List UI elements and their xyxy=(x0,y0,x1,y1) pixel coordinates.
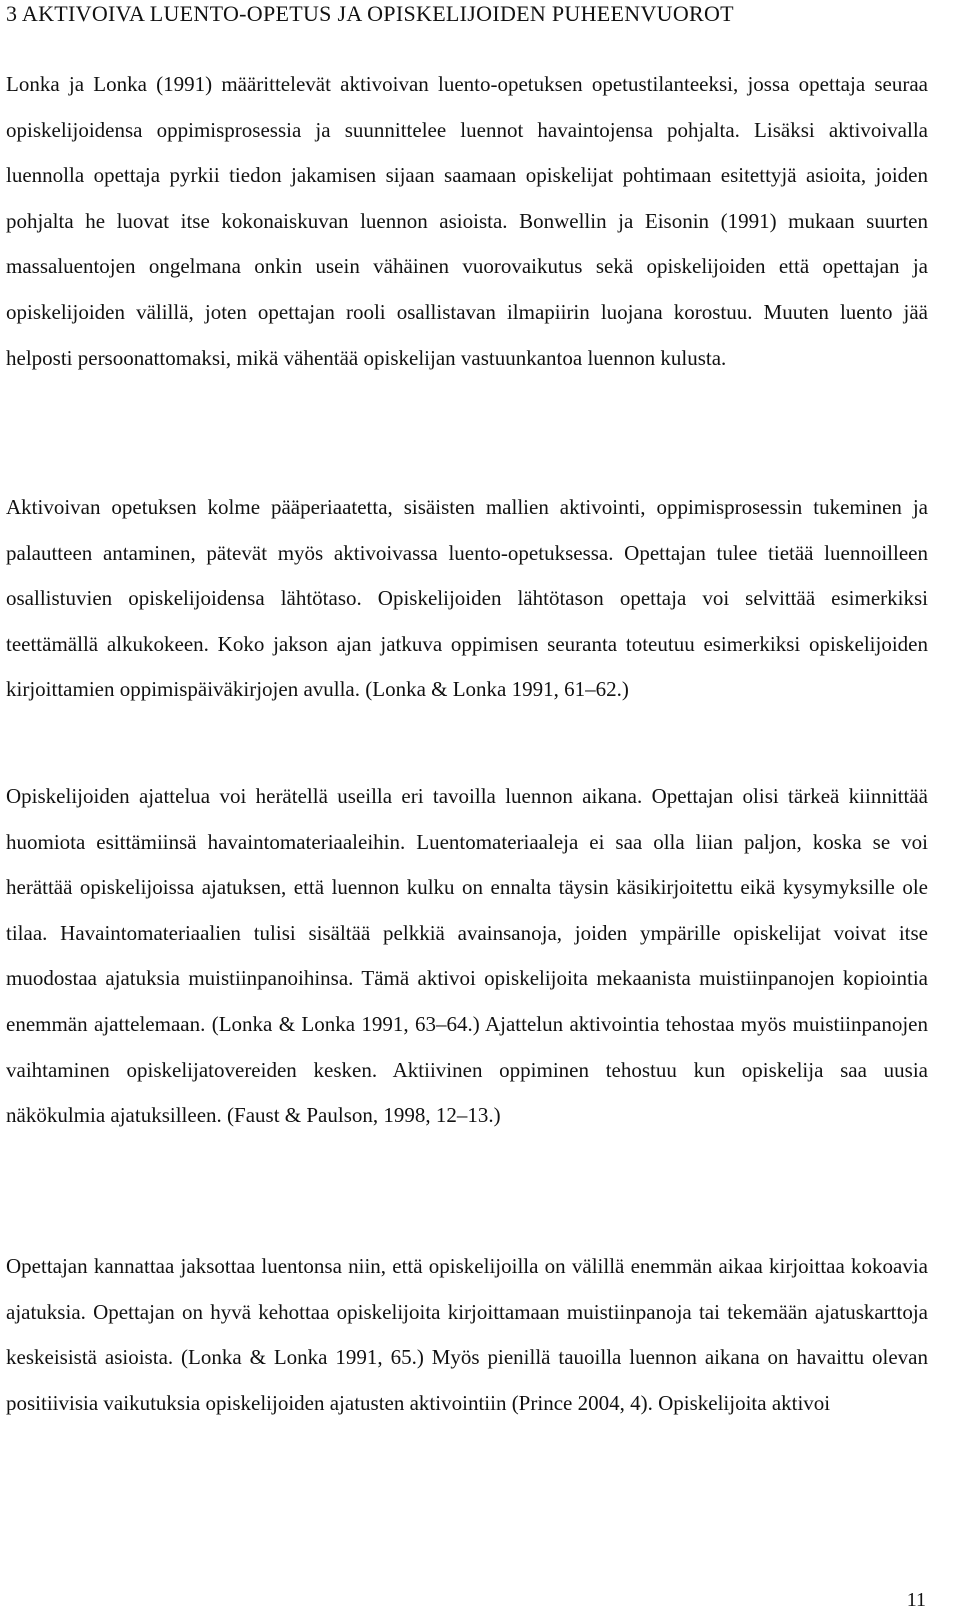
paragraph-3: Opiskelijoiden ajattelua voi herätellä useilla eri tavoilla luennon aikana. Opettajan olisi tärkeä kiinnittää huomiota esittämiinsä havaintomateriaaleihin. Luentomateriaaleja ei saa olla liian paljon, koska se voi herättää opiskelijoissa ajatuksen, että luennon kulku on ennalta täysin käsikirjoitettu eikä kysymyksille ole tilaa. Havaintomateriaalien tulisi sisältää pelkkiä avainsanoja, joiden ympärille opiskelijat voivat itse muodostaa ajatuksia muistiinpanoihinsa. Tämä aktivoi opiskelijoita mekaanista muistiinpanojen kopiointia enemmän ajattelemaan. (Lonka & Lonka 1991, 63–64.) Ajattelun aktivointia tehostaa myös muistiinpanojen vaihtaminen opiskelijatovereiden kesken. Aktiivinen oppiminen tehostuu kun opiskelija saa uusia näkökulmia ajatuksilleen. (Faust & Paulson, 1998, 12–13.) xyxy=(6,784,928,1128)
paragraph-2: Aktivoivan opetuksen kolme pääperiaatetta, sisäisten mallien aktivointi, oppimisprosessin tukeminen ja palautteen antaminen, pätevät myös aktivoivassa luento-opetuksessa. Opettajan tulee tietää luennoilleen osallistuvien opiskelijoidensa lähtötaso. Opiskelijoiden lähtötason opettaja voi selvittää esimerkiksi teettämällä alkukokeen. Koko jakson ajan jatkuva oppimisen seuranta toteutuu esimerkiksi opiskelijoiden kirjoittamien oppimispäiväkirjojen avulla. (Lonka & Lonka 1991, 61–62.) xyxy=(6,495,928,702)
page-number: 11 xyxy=(906,1589,926,1611)
paragraph-4: Opettajan kannattaa jaksottaa luentonsa niin, että opiskelijoilla on välillä enemmän aikaa kirjoittaa kokoavia ajatuksia. Opettajan on hyvä kehottaa opiskelijoita kirjoittamaan muistiinpanoja tai tekemään ajatuskarttoja keskeisistä asioista. (Lonka & Lonka 1991, 65.) Myös pienillä tauoilla luennon aikana on havaittu olevan positiivisia vaikutuksia opiskelijoiden ajatusten aktivointiin (Prince 2004, 4). Opiskelijoita aktivoi xyxy=(6,1254,928,1415)
section-heading: 3 AKTIVOIVA LUENTO-OPETUS JA OPISKELIJOIDEN PUHEENVUOROT xyxy=(6,1,734,26)
paragraph-1: Lonka ja Lonka (1991) määrittelevät aktivoivan luento-opetuksen opetustilanteeksi, jossa opettaja seuraa opiskelijoidensa oppimisprosessia ja suunnittelee luennot havaintojensa pohjalta. Lisäksi aktivoivalla luennolla opettaja pyrkii tiedon jakamisen sijaan saamaan opiskelijat pohtimaan esitettyjä asioita, joiden pohjalta he luovat itse kokonaiskuvan luennon asioista. Bonwellin ja Eisonin (1991) mukaan suurten massaluentojen ongelmana onkin usein vähäinen vuorovaikutus sekä opiskelijoiden että opettajan ja opiskelijoiden välillä, joten opettajan rooli osallistavan ilmapiirin luojana korostuu. Muuten luento jää helposti persoonattomaksi, mikä vähentää opiskelijan vastuunkantoa luennon kulusta. xyxy=(6,72,928,370)
